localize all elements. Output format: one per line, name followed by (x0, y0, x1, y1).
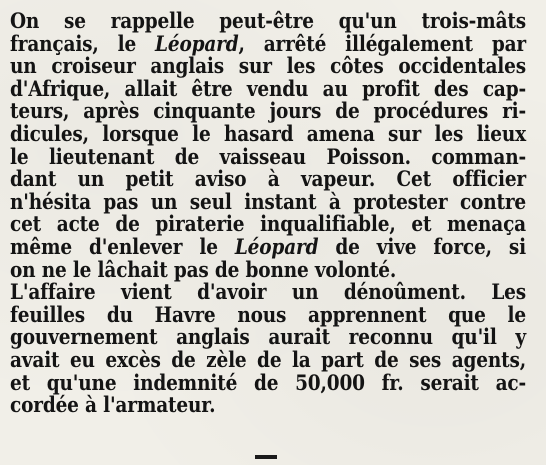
text-segment: n'hésita pas un seul instant à protester contre (10, 189, 526, 215)
text-segment: dicules, lorsque le hasard amena sur les lieux (10, 121, 526, 147)
text-line (10, 395, 526, 418)
ship-name: Léopard (234, 234, 319, 260)
text-segment: le lieutenant de vaisseau Poisson. comman- (10, 144, 526, 170)
text-line (10, 370, 526, 396)
text-segment: cordée à l'armateur. (10, 393, 216, 419)
text-segment: feuilles du Havre nous apprennent que le (10, 302, 526, 328)
text-line (10, 76, 526, 102)
text-line (10, 302, 526, 328)
section-separator (255, 455, 277, 459)
text-line (10, 144, 526, 170)
text-segment: même d'enlever le (10, 234, 235, 260)
text-segment: avait eu excès de zèle de la part de ses agents, (10, 347, 526, 373)
text-line (10, 214, 526, 237)
text-line (10, 189, 526, 215)
text-segment: on ne le lâchait pas de bonne volonté. (10, 257, 397, 283)
text-line (10, 234, 526, 260)
text-line (10, 327, 526, 350)
text-segment: teurs, après cinquante jours de procédures ri- (10, 99, 526, 125)
text-line (10, 56, 526, 79)
text-segment: d'Afrique, allait être vendu au profit des cap- (10, 76, 526, 102)
text-segment: On se rappelle peut-être qu'un trois-mâts (10, 9, 526, 34)
text-segment: et qu'une indemnité de 50,000 fr. serait ac- (10, 370, 526, 396)
text-line (10, 31, 526, 57)
text-segment: gouvernement anglais aurait reconnu qu'il y (10, 325, 526, 351)
text-line (10, 169, 526, 192)
text-segment: dant un petit aviso à vapeur. Cet officier (10, 167, 526, 193)
text-segment: un croiseur anglais sur les côtes occidentales (10, 54, 526, 80)
text-segment: , arrêté illégalement par (238, 31, 526, 57)
text-line (10, 282, 526, 305)
text-segment: de vive force, si (318, 234, 526, 260)
text-line (10, 11, 526, 34)
ship-name: Léopard (155, 31, 239, 57)
text-line (10, 101, 526, 124)
text-line (10, 257, 526, 283)
text-segment: français, le (10, 31, 156, 57)
text-segment: cet acte de piraterie inqualifiable, et menaça (10, 212, 526, 238)
text-segment: L'affaire vient d'avoir un dénoûment. Les (10, 280, 526, 306)
text-line (10, 347, 526, 373)
article-text (10, 11, 526, 418)
text-line (10, 121, 526, 147)
